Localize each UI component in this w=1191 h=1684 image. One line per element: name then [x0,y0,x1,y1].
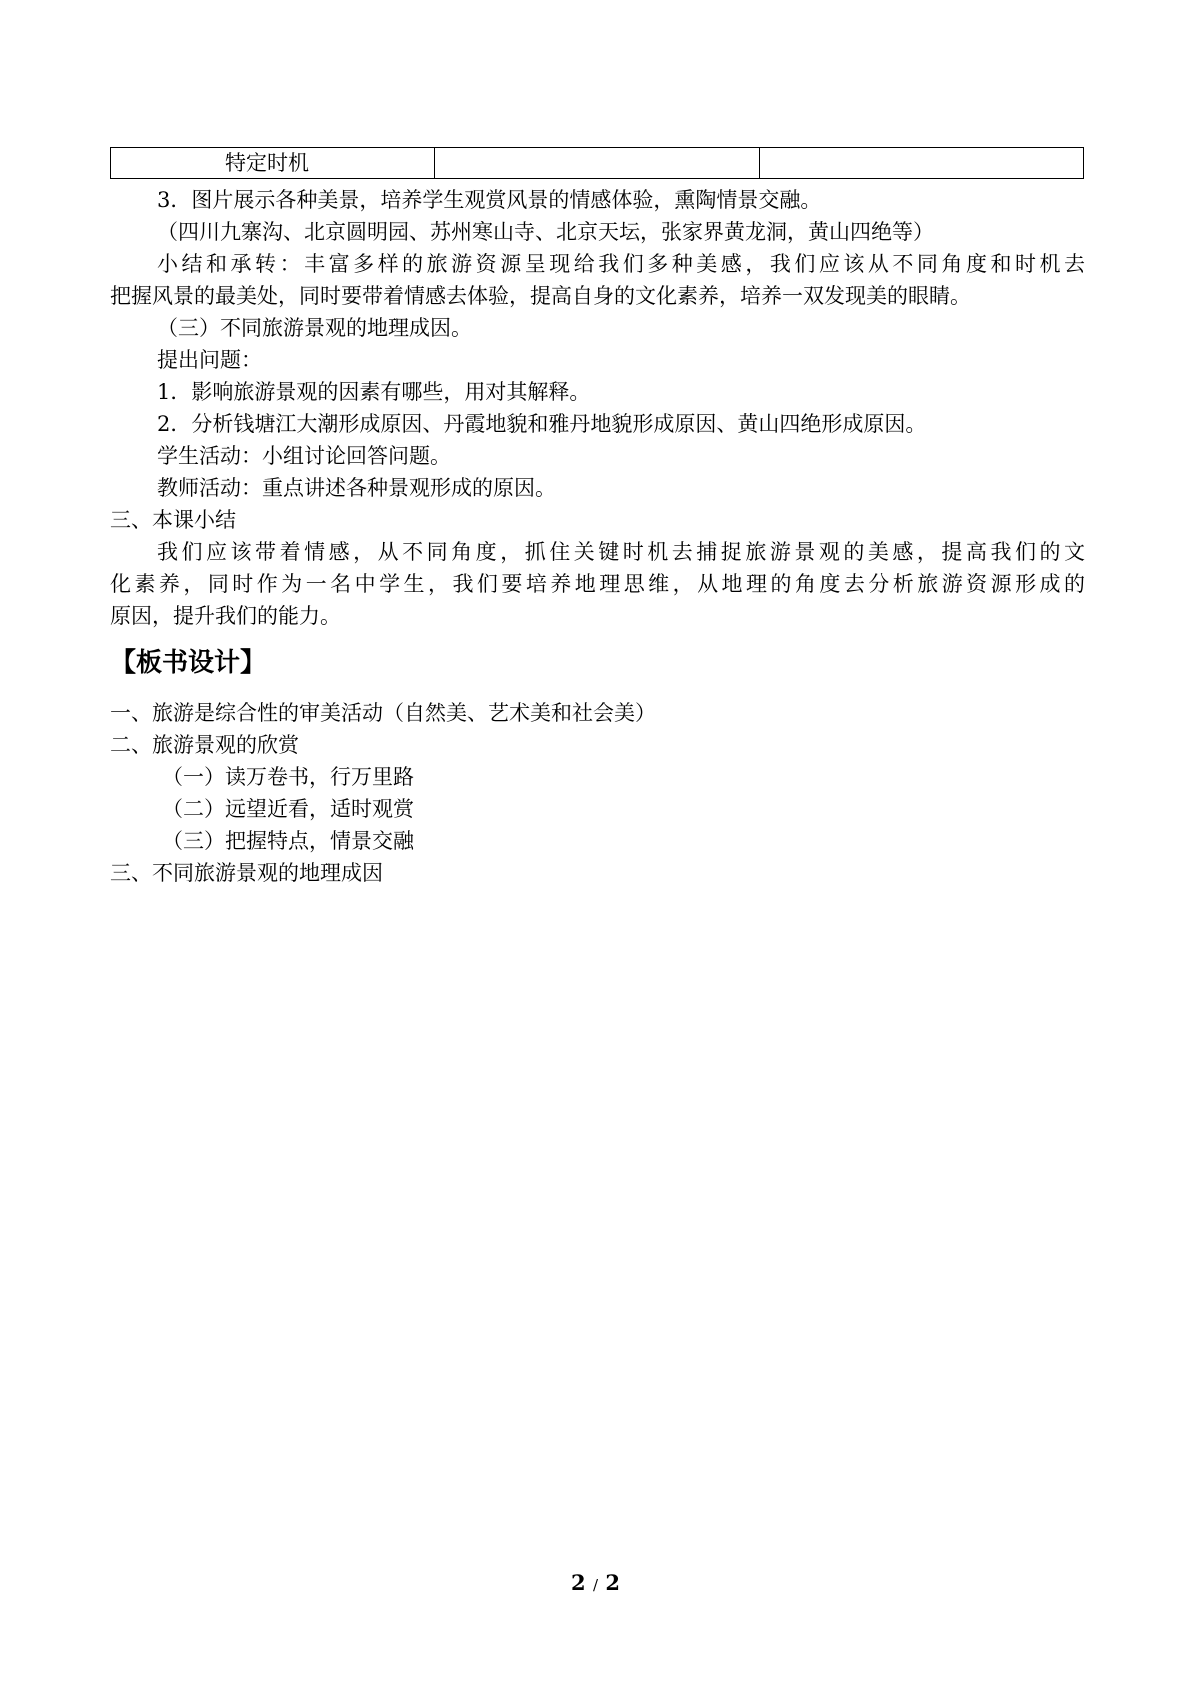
paragraph-line: 学生活动：小组讨论回答问题。 [157,444,451,468]
board-item: 一、旅游是综合性的审美活动（自然美、艺术美和社会美） [110,701,656,725]
paragraph-line: 原因，提升我们的能力。 [110,604,341,628]
board-design-heading: 【板书设计】 [110,648,267,678]
board-subitem: （一）读万卷书，行万里路 [162,765,414,789]
list-item: 1．影响旅游景观的因素有哪些，用对其解释。 [157,380,591,404]
board-subitem: （二）远望近看，适时观赏 [162,797,414,821]
paragraph-line: 把握风景的最美处，同时要带着情感去体验，提高自身的文化素养，培养一双发现美的眼睛。 [110,284,971,308]
paragraph-line: （四川九寨沟、北京圆明园、苏州寒山寺、北京天坛，张家界黄龙洞，黄山四绝等） [157,220,934,244]
paragraph-line: 3．图片展示各种美景，培养学生观赏风景的情感体验，熏陶情景交融。 [157,188,822,212]
list-item: 2．分析钱塘江大潮形成原因、丹霞地貌和雅丹地貌形成原因、黄山四绝形成原因。 [157,412,927,436]
paragraph-line: 提出问题： [157,348,262,372]
board-item: 三、不同旅游景观的地理成因 [110,861,383,885]
board-subitem: （三）把握特点，情景交融 [162,829,414,853]
table-cell [760,148,1084,179]
page-separator: / [592,1576,599,1594]
table-fragment [110,147,1084,179]
page-current: 2 [571,1570,586,1595]
section-title: 三、本课小结 [110,508,236,532]
paragraph-line: 化素养，同时作为一名中学生，我们要培养地理思维，从地理的角度去分析旅游资源形成的 [110,572,1085,596]
page-number [0,1568,1191,1600]
paragraph-line: 教师活动：重点讲述各种景观形成的原因。 [157,476,556,500]
page-total: 2 [605,1570,620,1595]
table-row [111,148,1084,179]
paragraph-line: 小结和承转：丰富多样的旅游资源呈现给我们多种美感，我们应该从不同角度和时机去 [157,252,1085,276]
table-cell [435,148,760,179]
section-title: （三）不同旅游景观的地理成因。 [157,316,472,340]
board-item: 二、旅游景观的欣赏 [110,733,299,757]
table-cell: 特定时机 [111,148,435,179]
paragraph-line: 我们应该带着情感，从不同角度，抓住关键时机去捕捉旅游景观的美感，提高我们的文 [157,540,1085,564]
